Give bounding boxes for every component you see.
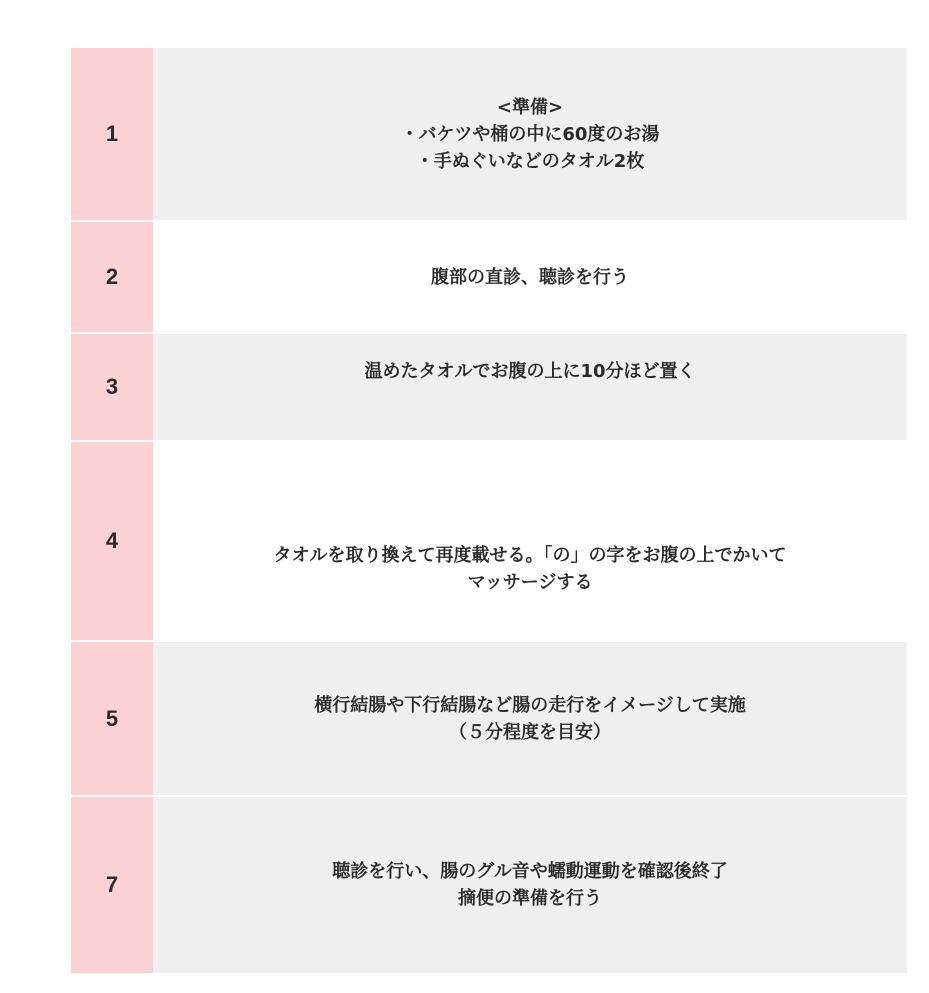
step-text-line: ・バケツや桶の中に60度のお湯 — [400, 123, 660, 145]
step-row-3 — [71, 334, 907, 442]
step-text-line: 摘便の準備を行う — [458, 888, 602, 909]
step-description — [153, 797, 907, 973]
step-text-line: 聴診を行い、腸のグル音や蠕動運動を確認後終了 — [332, 861, 728, 882]
step-text-line: ・手ぬぐいなどのタオル2枚 — [415, 150, 645, 172]
step-description — [153, 334, 907, 440]
step-number: 7 — [71, 797, 153, 973]
step-description — [153, 642, 907, 795]
step-description — [153, 48, 907, 220]
step-text-line: マッサージする — [467, 572, 593, 593]
step-text-line: <準備> — [496, 96, 564, 118]
step-description — [153, 442, 907, 640]
step-description — [153, 222, 907, 332]
step-number: 5 — [71, 642, 153, 795]
step-row-2 — [71, 222, 907, 334]
step-number: 1 — [71, 48, 153, 220]
step-number: 3 — [71, 334, 153, 440]
step-row-7 — [71, 797, 907, 973]
step-number: 4 — [71, 442, 153, 640]
step-row-1 — [71, 48, 907, 222]
step-row-4 — [71, 442, 907, 642]
steps-table — [71, 48, 907, 973]
step-row-5 — [71, 642, 907, 797]
step-number: 2 — [71, 222, 153, 332]
step-text-line: 腹部の直診、聴診を行う — [431, 266, 629, 288]
step-text-line: 横行結腸や下行結腸など腸の走行をイメージして実施 — [314, 694, 746, 716]
step-text-line: 温めたタオルでお腹の上に10分ほど置く — [364, 361, 696, 382]
step-text-line: （５分程度を目安） — [449, 721, 611, 743]
step-text-line: タオルを取り換えて再度載せる。「の」の字をお腹の上でかいて — [273, 545, 787, 566]
